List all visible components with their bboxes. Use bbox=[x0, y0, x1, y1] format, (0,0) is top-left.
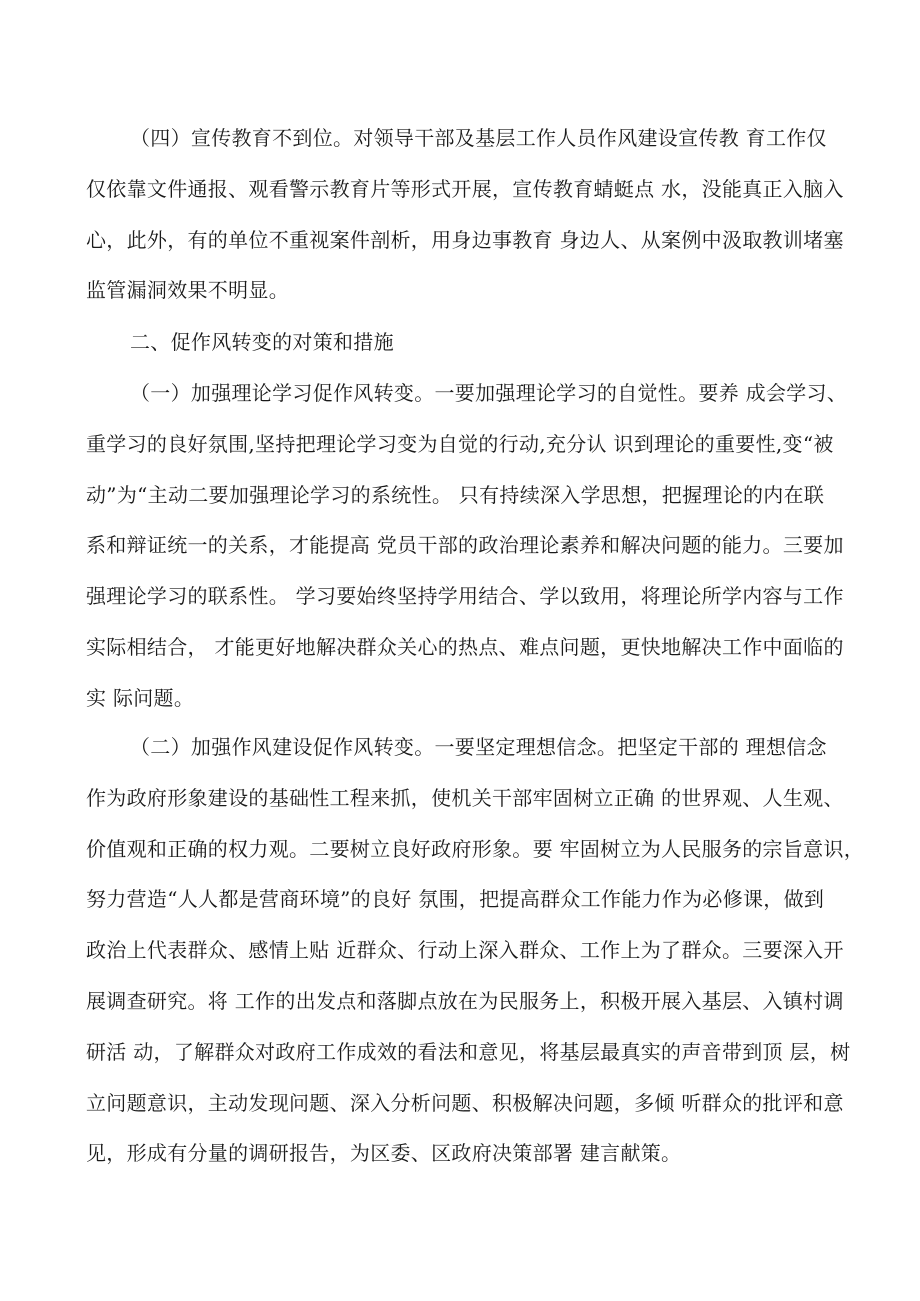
text-line: （二）加强作风建设促作风转变。一要坚定理想信念。把坚定干部的 理想信念 bbox=[130, 735, 827, 759]
text-line: 见，形成有分量的调研报告，为区委、区政府决策部署 建言献策。 bbox=[86, 1141, 682, 1166]
text-line: 强理论学习的联系性。 学习要始终坚持学用结合、学以致用，将理论所学内容与工作 bbox=[86, 584, 844, 609]
text-line: 实际相结合， 才能更好地解决群众关心的热点、难点问题，更快地解决工作中面临的 bbox=[86, 634, 844, 659]
section-heading bbox=[86, 317, 856, 368]
text-line: 实 际问题。 bbox=[86, 685, 195, 710]
text-line: 动”为“主动二要加强理论学习的系统性。 只有持续深入学思想，把握理论的内在联 bbox=[86, 482, 825, 507]
section-heading-text: 二、促作风转变的对策和措施 bbox=[130, 330, 394, 354]
text-line: 心，此外，有的单位不重视案件剖析，用身边事教育 身边人、从案例中汲取教训堵塞 bbox=[86, 227, 844, 252]
text-line: 立问题意识，主动发现问题、深入分析问题、积极解决问题，多倾 听群众的批评和意 bbox=[86, 1090, 844, 1115]
text-line: 系和辩证统一的关系，才能提高 党员干部的政治理论素养和解决问题的能力。三要加 bbox=[86, 533, 844, 558]
text-line: 作为政府形象建设的基础性工程来抓，使机关干部牢固树立正确 的世界观、人生观、 bbox=[86, 785, 844, 810]
text-line: （四）宣传教育不到位。对领导干部及基层工作人员作风建设宣传教 育工作仅 bbox=[130, 126, 827, 150]
paragraph-two bbox=[86, 722, 865, 1179]
text-line: 价值观和正确的权力观。二要树立良好政府形象。要 牢固树立为人民服务的宗旨意识， bbox=[86, 836, 865, 861]
text-line: 政治上代表群众、感情上贴 近群众、行动上深入群众、工作上为了群众。三要深入开 bbox=[86, 938, 844, 963]
text-line: （一）加强理论学习促作风转变。一要加强理论学习的自觉性。要养 成会学习、 bbox=[130, 381, 848, 405]
text-line: 展调查研究。将 工作的出发点和落脚点放在为民服务上，积极开展入基层、入镇村调 bbox=[86, 988, 844, 1013]
text-line: 努力营造“人人都是营商环境”的良好 氛围，把提高群众工作能力作为必修课，做到 bbox=[86, 887, 825, 912]
text-line: 监管漏洞效果不明显。 bbox=[86, 278, 289, 303]
paragraph-one bbox=[86, 368, 856, 724]
paragraph-four bbox=[86, 113, 856, 316]
text-line: 研活 动，了解群众对政府工作成效的看法和意见，将基层最真实的声音带到顶 层，树 bbox=[86, 1039, 851, 1064]
text-line: 重学习的良好氛围,坚持把理论学习变为自觉的行动,充分认 识到理论的重要性,变“被 bbox=[86, 431, 834, 456]
text-line: 仅依靠文件通报、观看警示教育片等形式开展，宣传教育蜻蜓点 水，没能真正入脑入 bbox=[86, 176, 844, 201]
